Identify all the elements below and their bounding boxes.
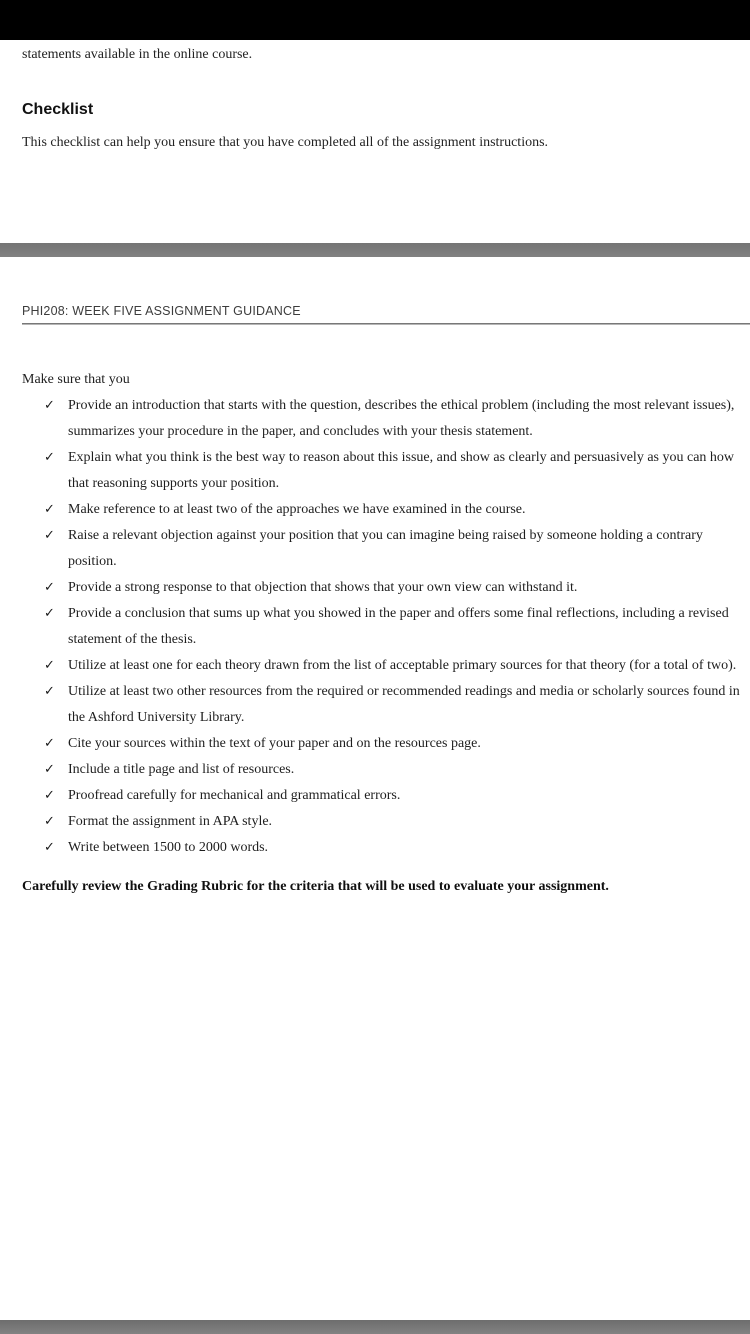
checklist-item-text: Proofread carefully for mechanical and grammatical errors.	[68, 788, 401, 803]
checkmark-icon: ✓	[44, 606, 55, 621]
checklist-item	[22, 783, 746, 809]
checkmark-icon: ✓	[44, 762, 55, 777]
checklist-item	[22, 653, 746, 679]
checklist-item	[22, 445, 746, 497]
checkmark-icon: ✓	[44, 814, 55, 829]
intro-line: Make sure that you	[22, 372, 130, 387]
document-page-2	[22, 304, 750, 900]
checklist-item-text: Cite your sources within the text of your paper and on the resources page.	[68, 736, 481, 751]
checklist-item-text: Explain what you think is the best way to reason about this issue, and show as clearly and persuasively as you can how that reasoning supports your position.	[68, 450, 735, 491]
checklist-heading: Checklist	[22, 101, 94, 118]
checkmark-icon: ✓	[44, 580, 55, 595]
checkmark-icon: ✓	[44, 398, 55, 413]
checklist-item-text: Provide a conclusion that sums up what you showed in the paper and offers some final reflections, including a revised statement of the thesis.	[68, 606, 729, 647]
checklist-item	[22, 523, 746, 575]
checklist-item-text: Include a title page and list of resources.	[68, 762, 295, 777]
checklist-item	[22, 835, 746, 861]
header-rule	[22, 323, 750, 325]
bottom-bar	[0, 1320, 750, 1334]
checklist-intro-paragraph: This checklist can help you ensure that you have completed all of the assignment instructions.	[22, 135, 549, 150]
closing-instruction: Carefully review the Grading Rubric for the criteria that will be used to evaluate your assignment.	[22, 879, 609, 894]
checklist-item	[22, 679, 746, 731]
checkmark-icon: ✓	[44, 684, 55, 699]
page1-trailing-line: statements available in the online course.	[22, 47, 253, 62]
checklist-item	[22, 575, 746, 601]
checklist-item-text: Write between 1500 to 2000 words.	[68, 840, 269, 855]
checkmark-icon: ✓	[44, 736, 55, 751]
checkmark-icon: ✓	[44, 658, 55, 673]
checklist-item-text: Utilize at least one for each theory drawn from the list of acceptable primary sources for that theory (for a total of two).	[68, 658, 737, 673]
checklist-item-text: Provide a strong response to that objection that shows that your own view can withstand it.	[68, 580, 578, 595]
checklist-item	[22, 809, 746, 835]
checkmark-icon: ✓	[44, 528, 55, 543]
checklist-item	[22, 497, 746, 523]
checkmark-icon: ✓	[44, 502, 55, 517]
checklist-item	[22, 601, 746, 653]
checkmark-icon: ✓	[44, 450, 55, 465]
page-separator-bar	[0, 243, 750, 257]
checklist-item	[22, 757, 746, 783]
checklist-item	[22, 731, 746, 757]
assignment-checklist	[22, 393, 746, 861]
checkmark-icon: ✓	[44, 840, 55, 855]
checklist-item-text: Format the assignment in APA style.	[68, 814, 273, 829]
checklist-item-text: Make reference to at least two of the approaches we have examined in the course.	[68, 502, 526, 517]
running-header: PHI208: WEEK FIVE ASSIGNMENT GUIDANCE	[22, 304, 301, 318]
checklist-item-text: Provide an introduction that starts with the question, describes the ethical problem (including the most relevant issues), summarizes your procedure in the paper, and concludes with your thesis statement.	[68, 398, 735, 439]
checkmark-icon: ✓	[44, 788, 55, 803]
checklist-item-text: Utilize at least two other resources from the required or recommended readings and media or scholarly sources found in the Ashford University Library.	[68, 684, 740, 725]
status-bar	[0, 0, 750, 40]
checklist-item	[22, 393, 746, 445]
checklist-item-text: Raise a relevant objection against your position that you can imagine being raised by someone holding a contrary position.	[68, 528, 703, 569]
